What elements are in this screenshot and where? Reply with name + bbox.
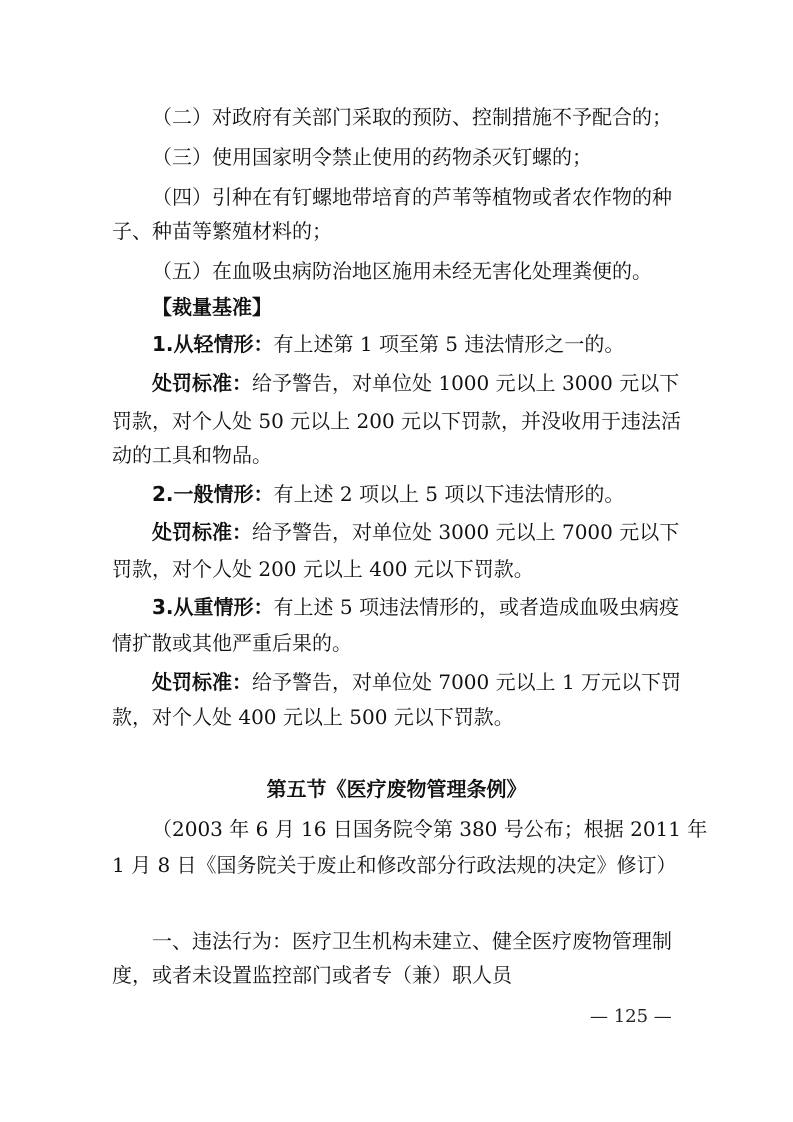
- general-case-label: 2.一般情形：: [152, 482, 274, 506]
- light-case-label: 1.从轻情形：: [152, 332, 274, 356]
- penalty-label: 处罚标准：: [152, 371, 252, 395]
- item-5: （五）在血吸虫病防治地区施用未经无害化处理粪便的。: [152, 259, 652, 283]
- heavy-case-line-1: [152, 590, 692, 624]
- light-case-text: 有上述第 1 项至第 5 违法情形之一的。: [273, 332, 625, 356]
- section-note-line-2: 1 月 8 日《国务院关于废止和修改部分行政法规的决定》修订）: [112, 853, 677, 877]
- violation-line-2: 度，或者未设置监控部门或者专（兼）职人员: [112, 963, 512, 987]
- general-penalty-line-1: [152, 515, 692, 549]
- heavy-penalty-line-2: 款，对个人处 400 元以上 500 元以下罚款。: [112, 705, 514, 729]
- item-4-line-2: 子、种苗等繁殖材料的；: [112, 219, 332, 243]
- discretion-heading: 【裁量基准】: [152, 295, 272, 319]
- light-penalty-line-2: 罚款，对个人处 50 元以上 200 元以下罚款，并没收用于违法活: [112, 409, 682, 433]
- item-3: （三）使用国家明令禁止使用的药物杀灭钉螺的；: [152, 145, 592, 169]
- general-penalty-line-2: 罚款，对个人处 200 元以上 400 元以下罚款。: [112, 557, 534, 581]
- general-case-text: 有上述 2 项以上 5 项以下违法情形的。: [273, 482, 625, 506]
- heavy-penalty-line-1: [152, 665, 692, 699]
- page-number: — 125 —: [590, 1006, 672, 1027]
- heavy-case-line-2: 情扩散或其他严重后果的。: [112, 631, 352, 655]
- heavy-penalty-text-1: 给予警告，对单位处 7000 元以上 1 万元以下罚: [252, 670, 682, 694]
- heavy-case-label: 3.从重情形：: [152, 595, 274, 619]
- item-4-line-1: （四）引种在有钉螺地带培育的芦苇等植物或者农作物的种: [152, 185, 672, 209]
- light-penalty-line-3: 动的工具和物品。: [112, 443, 272, 467]
- light-case: [152, 327, 692, 361]
- light-penalty-line-1: [152, 366, 692, 400]
- light-penalty-text-1: 给予警告，对单位处 1000 元以上 3000 元以下: [252, 371, 680, 395]
- general-case: [152, 477, 692, 511]
- penalty-label: 处罚标准：: [152, 520, 252, 544]
- violation-line-1: 一、违法行为：医疗卫生机构未建立、健全医疗废物管理制: [152, 929, 672, 953]
- penalty-label: 处罚标准：: [152, 670, 252, 694]
- section-note-line-1: （2003 年 6 月 16 日国务院令第 380 号公布；根据 2011 年: [152, 817, 708, 841]
- heavy-case-text-1: 有上述 5 项违法情形的，或者造成血吸虫病疫: [273, 595, 679, 619]
- section-title: 第五节《医疗废物管理条例》: [266, 777, 527, 801]
- general-penalty-text-1: 给予警告，对单位处 3000 元以上 7000 元以下: [252, 520, 680, 544]
- item-2: （二）对政府有关部门采取的预防、控制措施不予配合的；: [152, 105, 672, 129]
